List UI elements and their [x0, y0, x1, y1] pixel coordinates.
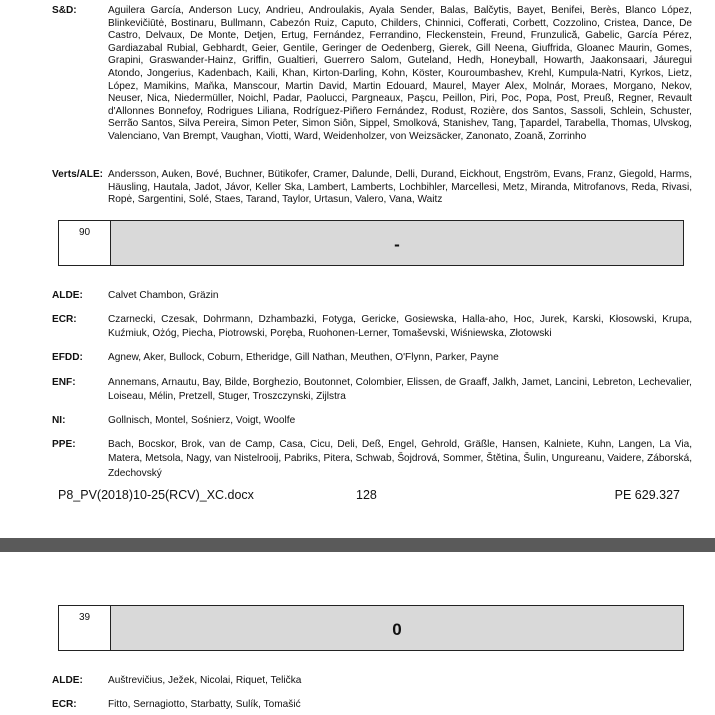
group-code: NI: — [52, 415, 66, 426]
group-code: ALDE: — [52, 675, 83, 686]
group-code: Verts/ALE: — [52, 169, 104, 180]
vote-result: - — [111, 221, 683, 265]
vote-result: 0 — [111, 606, 683, 650]
member-names: Gollnisch, Montel, Sośnierz, Voigt, Woolfe — [108, 415, 296, 426]
footer-page-number: 128 — [356, 488, 377, 502]
member-names: Calvet Chambon, Gräzin — [108, 290, 219, 301]
member-names: Auštrevičius, Ježek, Nicolai, Riquet, Telička — [108, 675, 302, 686]
vote-count: 39 — [59, 606, 111, 650]
group-code: ENF: — [52, 377, 76, 388]
footer-reference: PE 629.327 — [614, 488, 680, 502]
vote-result-box — [58, 220, 684, 266]
member-names: Andersson, Auken, Bové, Buchner, Bütikofer, Cramer, Dalunde, Delli, Durand, Eickhout, Engström, Evans, Franz, Giegold, Harms, Häusling, Hautala, Jadot, Jávor, Keller Ska, Lambert, Lamberts, Lochbihler, Marcellesi, Metz, Miranda, Mitrofanovs, Reda, Rivasi, Ropė, Sargentini, Solé, Staes, Tarand, Taylor, Urtasun, Valero, Vana, Waitz — [108, 169, 692, 206]
group-code: PPE: — [52, 439, 76, 450]
group-code: S&D: — [52, 5, 77, 16]
group-code: EFDD: — [52, 352, 83, 363]
document-page — [0, 552, 715, 715]
member-names: Fitto, Sernagiotto, Starbatty, Sulík, Tomašić — [108, 699, 301, 710]
member-names: Bach, Bocskor, Brok, van de Camp, Casa, Cicu, Deli, Deß, Engel, Gehrold, Gräßle, Hansen, Kalniete, Kuhn, Langen, La Via, Matera, Metsola, Nagy, van Nistelrooij, Pabriks, Pitera, Schwab, Šojdrová, Sommer, Štětina, Šulin, Ungureanu, Vaidere, Záborská, Zdechovský — [108, 439, 692, 479]
footer-filename: P8_PV(2018)10-25(RCV)_XC.docx — [58, 488, 254, 502]
group-code: ECR: — [52, 314, 77, 325]
vote-result-box — [58, 605, 684, 651]
member-names: Agnew, Aker, Bullock, Coburn, Etheridge, Gill Nathan, Meuthen, O'Flynn, Parker, Payne — [108, 352, 499, 363]
member-names: Aguilera García, Anderson Lucy, Andrieu, Androulakis, Ayala Sender, Balas, Balčytis, Bayet, Benifei, Berès, Blanco López, Blinkevičiūtė, Bostinaru, Bullmann, Cabezón Ruiz, Caputo, Childers, Chinnici, Cofferati, Corbett, Cozzolino, Cristea, Dance, De Castro, Delvaux, De Monte, Detjen, Ertug, Fernández, Ferrandino, Fleckenstein, Freund, Frunzulică, Gabelic, García Pérez, Gardiazabal Rubial, Gebhardt, Geier, Gentile, Geringer de Oedenberg, Gierek, Gill Neena, Giuffrida, Gloanec Maurin, Gomes, Grapini, Graswander-Hainz, Griffin, Gualtieri, Guerrero Salom, Guteland, Hedh, Honeyball, Howarth, Jaakonsaari, Jáuregui Atondo, Jongerius, Kadenbach, Kaili, Khan, Kirton-Darling, Kohn, Köster, Kouroumbashev, Krehl, Kumpula-Natri, Kyrkos, Lietz, López, Mamikins, Maňka, Manscour, Martin David, Martin Edouard, Maurel, Mayer Alex, Molnár, Moraes, Morgano, Nekov, Neuser, Nica, Niedermüller, Noichl, Padar, Paolucci, Pargneaux, Paşcu, Peillon, Piri, Poc, Popa, Post, Preuß, Regner, Revault d'Allonnes Bonnefoy, Rodrigues Liliana, Rodríguez-Piñero Fernández, Rodust, Rozière, dos Santos, Sassoli, Schlein, Schuster, Serrão Santos, Silva Pereira, Simon Peter, Simon Siôn, Sippel, Smolková, Stanishev, Tang, Ţapardel, Tarabella, Thomas, Ulvskog, Valenciano, Van Brempt, Vaughan, Viotti, Ward, Weidenholzer, von Weizsäcker, Zanonato, Zoană, Zorrinho — [108, 5, 692, 142]
page-separator — [0, 538, 715, 552]
group-code: ECR: — [52, 699, 77, 710]
member-names: Czarnecki, Czesak, Dohrmann, Dzhambazki, Fotyga, Gericke, Gosiewska, Halla-aho, Hoc, Jurek, Karski, Kłosowski, Krupa, Kuźmiuk, Ożóg, Piecha, Piotrowski, Poręba, Ruohonen-Lerner, Tomaševski, Wiśniewska, Złotowski — [108, 314, 692, 340]
member-names: Annemans, Arnautu, Bay, Bilde, Borghezio, Boutonnet, Colombier, Elissen, de Graaff, Jalkh, Jamet, Lancini, Lebreton, Lechevalier, Loiseau, Mélin, Pretzell, Stuger, Troszczynski, Zijlstra — [108, 377, 692, 403]
group-code: ALDE: — [52, 290, 83, 301]
vote-count: 90 — [59, 221, 111, 265]
